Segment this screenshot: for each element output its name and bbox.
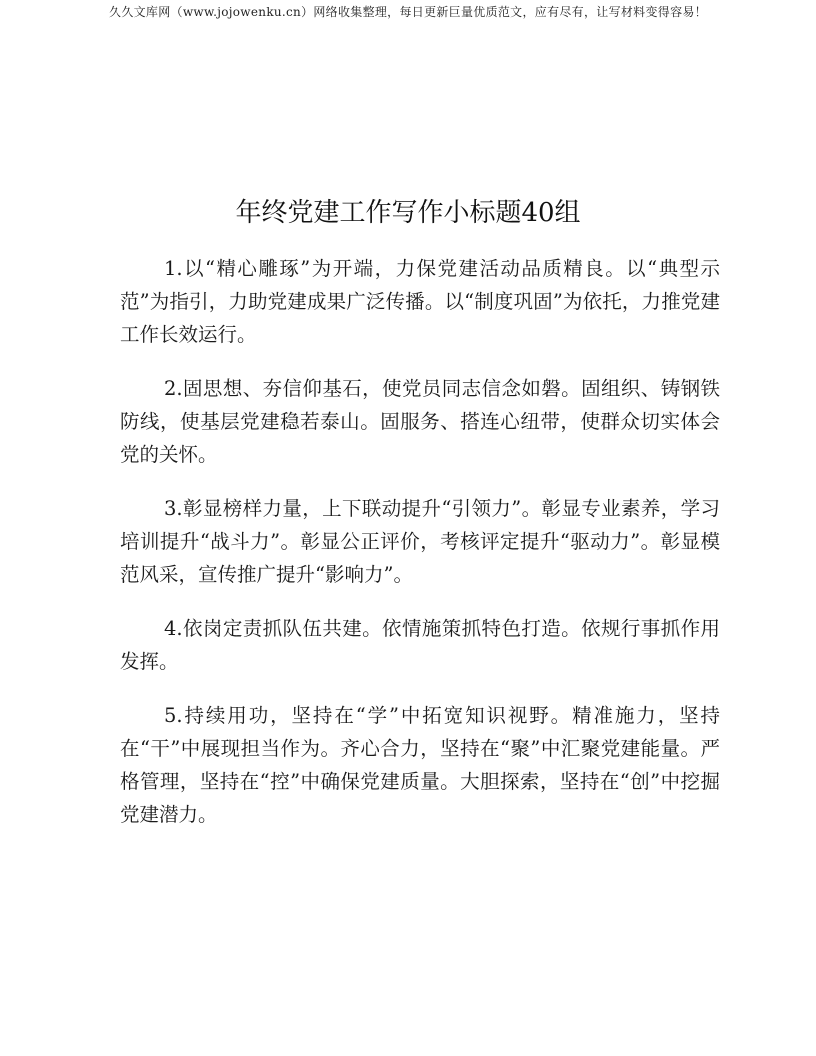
paragraph-1: 1.以“精心雕琢”为开端，力保党建活动品质精良。以“典型示范”为指引，力助党建成果广泛传播。以“制度巩固”为依托，力推党建工作长效运行。 xyxy=(120,257,720,346)
paragraph-4: 4.依岗定责抓队伍共建。依情施策抓特色打造。依规行事抓作用发挥。 xyxy=(120,617,720,673)
paragraph-2: 2.固思想、夯信仰基石，使党员同志信念如磐。固组织、铸钢铁防线，使基层党建稳若泰山。固服务、搭连心纽带，使群众切实体会党的关怀。 xyxy=(120,377,720,466)
paragraph-3: 3.彰显榜样力量，上下联动提升“引领力”。彰显专业素养，学习培训提升“战斗力”。彰显公正评价，考核评定提升“驱动力”。彰显模范风采，宣传推广提升“影响力”。 xyxy=(120,497,720,586)
header-note: 久久文库网（www.jojowenku.cn）网络收集整理，每日更新巨量优质范文，应有尽有，让写材料变得容易！ xyxy=(109,5,707,19)
paragraph-5: 5.持续用功，坚持在“学”中拓宽知识视野。精准施力，坚持在“干”中展现担当作为。齐心合力，坚持在“聚”中汇聚党建能量。严格管理，坚持在“控”中确保党建质量。大胆探索，坚持在“创”中挖掘党建潜力。 xyxy=(120,704,720,826)
document-body xyxy=(120,252,720,852)
document-title: 年终党建工作写作小标题40组 xyxy=(235,198,581,228)
